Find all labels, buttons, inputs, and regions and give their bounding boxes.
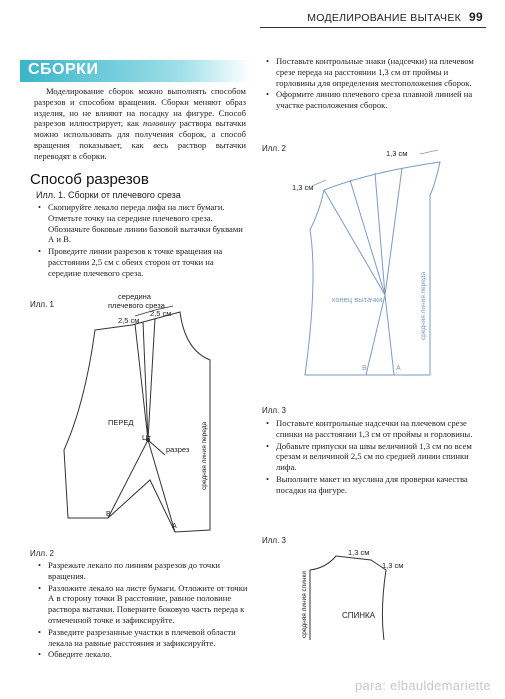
list-item: • Добавьте припуски на швы величиной 1,3 см по всем срезам и величиной 2,5 см по средней линии спинки лифа. [264,441,486,473]
list-item: • Скопируйте лекало переда лифа на лист бумаги. Отметьте точку на середине плечевого среза. Обозначьте боковые линии базовой вытачки буквами А и В. [36,202,246,245]
fig-r1-label-a: А [396,365,401,372]
section-banner [20,60,250,82]
fig1-dim-left: 2,5 см [118,316,140,325]
steps-list-3 [264,418,486,497]
gather-line-3 [375,173,385,295]
gather-line-1 [324,190,385,295]
fig1-label-point: Цт [142,433,151,442]
list-item: • Выполните макет из муслина для проверки качества посадки на фигуре. [264,474,486,496]
list-item: • Обведите лекало. [36,649,248,660]
dart-leg-a [385,295,394,375]
method-title: Способ разрезов [30,171,149,188]
figure-right-1-caption: Илл. 2 [262,144,286,153]
intro-text-1: Моделирование сборок можно выполнять способом разрезов и способом вращения. Сборки меняют образ изделия, но не влияют на посадку на фигуре. Способ разрезов иллюстрирует, как [34,86,246,129]
fig-r2-dim-right: 1,3 см [382,561,404,570]
fig-r1-dim-top: 1,3 см [386,149,408,158]
section-title: СБОРКИ [28,61,99,78]
fig1-label-front: ПЕРЕД [108,418,134,427]
intro-emphasis-1: половину [143,118,176,129]
chapter-title: МОДЕЛИРОВАНИЕ ВЫТАЧЕК [307,12,462,24]
fig-r1-label-b: В [362,365,367,372]
dart-leg-b [366,295,385,375]
gather-line-4 [385,168,402,295]
fig1-label-cut: разрез [166,445,190,454]
fig-r2-dim-top: 1,3 см [348,548,370,557]
list-item: • Оформите линию плечевого среза плавной линией на участке расположения сборок. [264,89,486,111]
list-item: • Разложите лекало на листе бумаги. Отложите от точки А в сторону точки В расстояние, равное половине раствора вытачки. Поверните боковую часть переда к отмеченной точке и зафиксируйте. [36,583,248,626]
intro-text-2: раствора вытачки можно использовать для получения сборок, а способ вращения показывает, как [34,118,246,150]
figure-1-caption: Илл. 1 [30,300,54,309]
steps-list-1 [36,202,246,280]
header-rule [260,27,486,28]
list-item: • Разрежьте лекало по линиям разрезов до точки вращения. [36,560,248,582]
fig-r1-label-dart-end: конец вытачки [332,295,383,304]
fig1-label-b: В [106,511,111,518]
list-item: • Проведите линии разрезов к точке вращения на расстоянии 2,5 см с обеих сторон от точки на середине плечевого среза. [36,246,246,278]
figure-1-drawing [0,290,250,540]
fig-r1-label-center: средняя линия переда [420,271,427,340]
intro-text-3: раствор вытачки переводят в сборки. [34,139,246,161]
gather-line-2 [350,180,385,295]
figure-right-1-drawing [290,140,490,380]
fig-r1-dim-left: 1,3 см [292,183,314,192]
fig1-label-center: средняя линия переда [201,421,208,490]
front-outline [305,162,440,375]
figure-2-caption: Илл. 2 [30,549,54,558]
fig-r2-label-back: СПИНКА [342,611,376,620]
steps-list-right-top [264,56,486,112]
fig1-dim-right: 2,5 см [150,309,172,318]
intro-emphasis-2: весь [153,139,169,150]
list-item: • Поставьте контрольные надсечки на плечевом срезе спинки на расстоянии 1,3 см от проймы и горловины. [264,418,486,440]
figure-right-2-drawing [296,540,496,650]
method-subtitle: Илл. 1. Сборки от плечевого среза [36,190,181,200]
running-header [307,10,483,24]
steps-list-2 [36,560,248,661]
fig-r2-label-center: средняя линия спинки [301,571,308,638]
watermark: para: elbauldemariette [355,678,491,693]
page-number: 99 [469,10,483,24]
intro-paragraph [34,86,246,162]
figure-3-caption: Илл. 3 [262,406,286,415]
fig1-label-mid-1: середина [118,292,151,301]
fig1-label-a: А [172,523,177,530]
figure-right-2-caption: Илл. 3 [262,536,286,545]
back-outline [310,556,386,640]
dart-leg-b [108,440,148,518]
list-item: • Разведите разрезанные участки в плечевой области лекала на равные расстояния и зафиксируйте. [36,627,248,649]
slash-line-3 [148,318,155,440]
slash-line-1 [135,324,148,440]
dim-tick-left [312,180,326,186]
fig1-label-mid-2: плечевого среза [108,301,165,310]
list-item: • Поставьте контрольные знаки (надсечки) на плечевом срезе переда на расстоянии 1,3 см от проймы и горловины для определения местоположения сборок. [264,56,486,88]
slash-line-2 [143,322,148,440]
dim-tick-top [420,150,438,154]
